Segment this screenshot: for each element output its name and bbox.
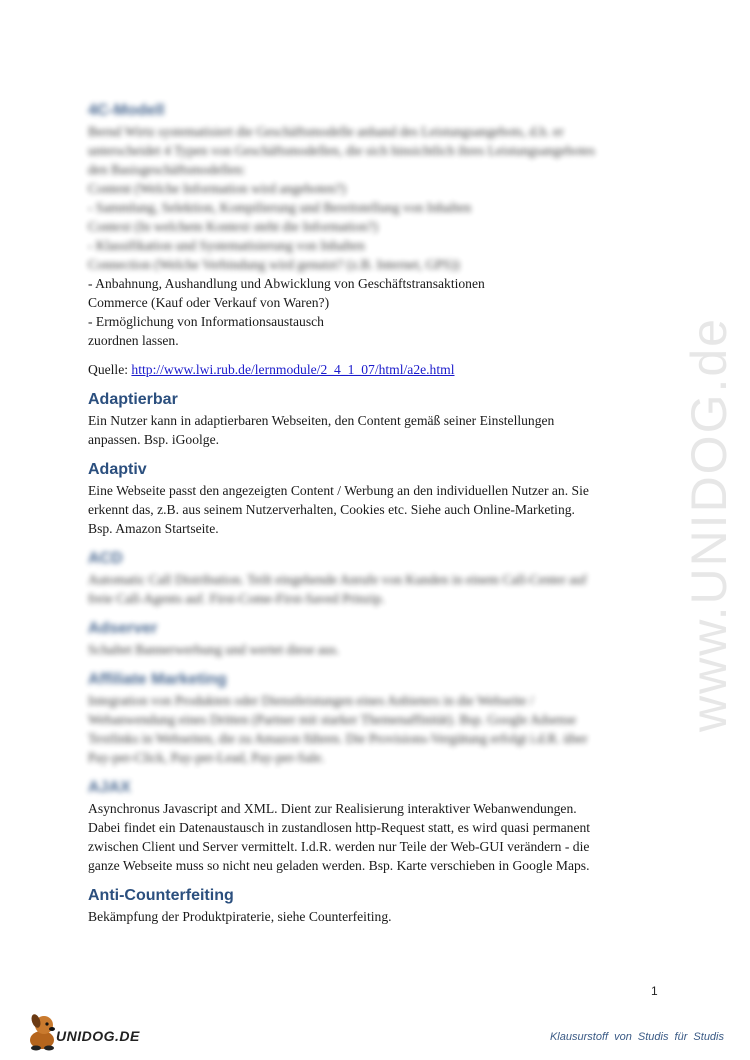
heading-acd: ACD <box>88 550 123 567</box>
text-line: Connection (Welche Verbindung wird genutzt? (z.B. Internet, GPS)) <box>88 257 460 272</box>
text-line: unterscheidet 4 Typen von Geschäftsmodellen, die sich hinsichtlich ihres Leistungsangebotes <box>88 143 595 158</box>
section-4c-modell <box>88 100 668 379</box>
heading-4c-modell: 4C-Modell <box>88 102 165 119</box>
text-line: anpassen. Bsp. iGoolge. <box>88 432 220 447</box>
heading-ajax: AJAX <box>88 779 131 796</box>
text-line: Asynchronus Javascript and XML. Dient zur Realisierung interaktiver Webanwendungen. <box>88 801 577 816</box>
source-line <box>88 360 668 379</box>
heading-adaptierbar: Adaptierbar <box>88 391 178 408</box>
text-line: - Klassifikation und Systematisierung von Inhalten <box>88 238 365 253</box>
text-line: freie Call-Agents auf. First-Come-First-Saved Prinzip. <box>88 591 385 606</box>
unidog-logo <box>22 1010 162 1052</box>
logo-text: UNIDOG.DE <box>56 1028 140 1044</box>
text-line: - Sammlung, Selektion, Kompilierung und Bereitstellung von Inhalten <box>88 200 472 215</box>
text-line: Ein Nutzer kann in adaptierbaren Webseiten, den Content gemäß seiner Einstellungen <box>88 413 555 428</box>
section-adaptierbar <box>88 389 668 449</box>
text-line: zuordnen lassen. <box>88 333 179 348</box>
text-line: Bekämpfung der Produktpiraterie, siehe Counterfeiting. <box>88 909 392 924</box>
section-ajax <box>88 777 668 875</box>
text-line: Bsp. Amazon Startseite. <box>88 521 219 536</box>
heading-affiliate-marketing: Affiliate Marketing <box>88 671 227 688</box>
blurred-text-block <box>88 122 668 274</box>
text-line: Context (In welchem Kontext steht die Information?) <box>88 219 378 234</box>
text-line: Textlinks in Webseiten, die zu Amazon führen. Die Provisions-Vergütung erfolgt i.d.R. über <box>88 731 588 746</box>
heading-anti-counterfeiting: Anti-Counterfeiting <box>88 887 234 904</box>
text-line: Bernd Wirtz systematisiert die Geschäftsmodelle anhand des Leistungsangebots, d.h. er <box>88 124 564 139</box>
watermark-text: www.UNIDOG.de <box>681 317 737 732</box>
text-line: Commerce (Kauf oder Verkauf von Waren?) <box>88 295 330 310</box>
text-line: Schaltet Bannerwerbung und wertet diese aus. <box>88 642 340 657</box>
source-label: Quelle: <box>88 362 132 377</box>
page-number: 1 <box>651 984 658 998</box>
text-line: Dabei findet ein Datenaustausch in zustandlosen http-Request statt, es wird quasi permanent <box>88 820 591 835</box>
text-line: zwischen Client und Server vermittelt. I.d.R. werden nur Teile der Web-GUI verändern - die <box>88 839 590 854</box>
section-adaptiv <box>88 459 668 538</box>
section-acd <box>88 548 668 608</box>
text-line: - Anbahnung, Aushandlung und Abwicklung von Geschäftstransaktionen <box>88 276 485 291</box>
section-affiliate-marketing <box>88 669 668 767</box>
heading-adaptiv: Adaptiv <box>88 461 147 478</box>
heading-adserver: Adserver <box>88 620 158 637</box>
text-line: - Ermöglichung von Informationsaustausch <box>88 314 324 329</box>
text-line: Webanwendung eines Dritten (Partner mit starker Themenaffinität). Bsp. Google Adsense <box>88 712 577 727</box>
text-line: Pay-per-Click, Pay-per-Lead, Pay-per-Sale. <box>88 750 325 765</box>
text-line: Automatic Call Distribution. Teilt eingehende Anrufe von Kunden in einem Call-Center auf <box>88 572 587 587</box>
text-line: Content (Welche Information wird angeboten?) <box>88 181 346 196</box>
section-adserver <box>88 618 668 659</box>
document-content <box>88 100 668 926</box>
watermark <box>668 270 748 740</box>
footer-tagline: Klausurstoff von Studis für Studis <box>549 1031 724 1043</box>
text-line: ganze Webseite muss so nicht neu geladen werden. Bsp. Karte verschieben in Google Maps. <box>88 858 590 873</box>
text-line: den Basisgeschäftsmodellen: <box>88 162 246 177</box>
text-line: Integration von Produkten oder Dienstleistungen eines Anbieters in die Webseite / <box>88 693 534 708</box>
section-anti-counterfeiting <box>88 885 668 926</box>
text-line: erkennt das, z.B. aus seinem Nutzerverhalten, Cookies etc. Siehe auch Online-Marketing. <box>88 502 575 517</box>
text-line: Eine Webseite passt den angezeigten Content / Werbung an den individuellen Nutzer an. Sie <box>88 483 589 498</box>
source-link[interactable]: http://www.lwi.rub.de/lernmodule/2_4_1_07/html/a2e.html <box>131 362 455 377</box>
